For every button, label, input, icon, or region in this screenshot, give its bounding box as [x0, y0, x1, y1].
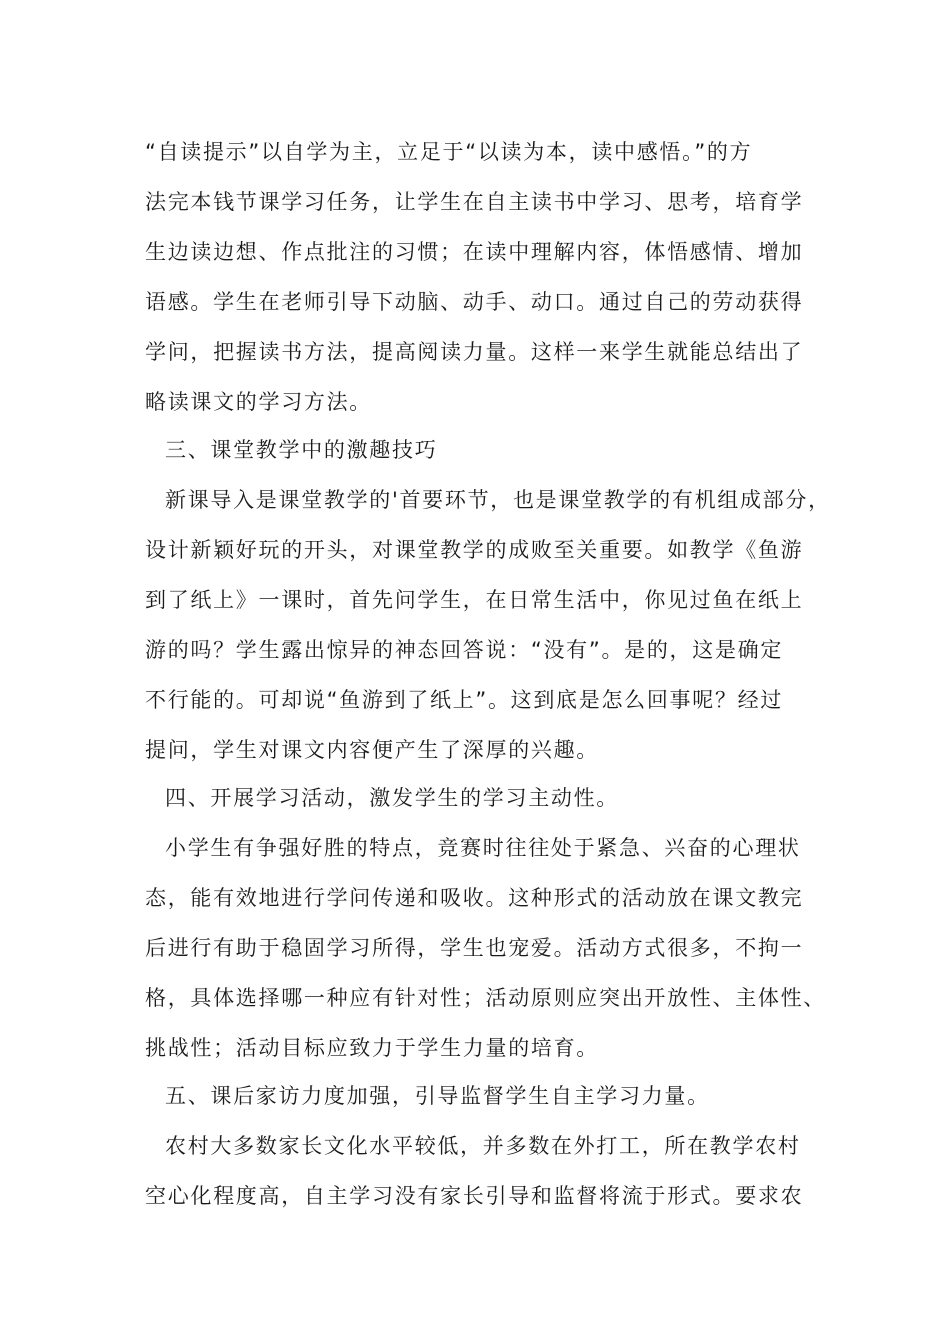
section-heading: 四、开展学习活动，激发学生的学习主动性。: [165, 786, 619, 810]
paragraph-line: 略读课文的学习方法。: [145, 390, 372, 414]
paragraph-line: 挑战性；活动目标应致力于学生力量的培育。: [145, 1036, 599, 1060]
paragraph-line: 不行能的。可却说“鱼游到了纸上”。这到底是怎么回事呢？经过: [145, 688, 784, 712]
paragraph-line: 到了纸上》一课时，首先问学生，在日常生活中，你见过鱼在纸上: [145, 588, 804, 612]
paragraph-line: 格，具体选择哪一种应有针对性；活动原则应突出开放性、主体性、: [145, 986, 826, 1010]
paragraph-line: 态，能有效地进行学问传递和吸收。这种形式的活动放在课文教完: [145, 886, 804, 910]
paragraph-line: 设计新颖好玩的开头，对课堂教学的成败至关重要。如教学《鱼游: [145, 538, 804, 562]
paragraph-line: 提问，学生对课文内容便产生了深厚的兴趣。: [145, 738, 599, 762]
paragraph-line: 生边读边想、作点批注的习惯；在读中理解内容，体悟感情、增加: [145, 240, 804, 264]
section-heading: 五、课后家访力度加强，引导监督学生自主学习力量。: [165, 1084, 710, 1108]
paragraph-line: 空心化程度高，自主学习没有家长引导和监督将流于形式。要求农: [145, 1184, 804, 1208]
paragraph-line: 后进行有助于稳固学习所得，学生也宠爱。活动方式很多，不拘一: [145, 936, 804, 960]
paragraph-line: 法完本钱节课学习任务，让学生在自主读书中学习、思考，培育学: [145, 190, 804, 214]
paragraph-line: 游的吗？学生露出惊异的神态回答说：“没有”。是的，这是确定: [145, 638, 784, 662]
paragraph-line: 新课导入是课堂教学的'首要环节，也是课堂教学的有机组成部分，: [165, 488, 831, 512]
paragraph-line: 学问，把握读书方法，提高阅读力量。这样一来学生就能总结出了: [145, 340, 804, 364]
paragraph-line: “自读提示”以自学为主，立足于“以读为本，读中感悟。”的方: [145, 140, 753, 164]
paragraph-line: 语感。学生在老师引导下动脑、动手、动口。通过自己的劳动获得: [145, 290, 804, 314]
paragraph-line: 小学生有争强好胜的特点，竞赛时往往处于紧急、兴奋的心理状: [165, 836, 801, 860]
paragraph-line: 农村大多数家长文化水平较低，并多数在外打工，所在教学农村: [165, 1134, 801, 1158]
section-heading: 三、课堂教学中的激趣技巧: [165, 438, 438, 462]
